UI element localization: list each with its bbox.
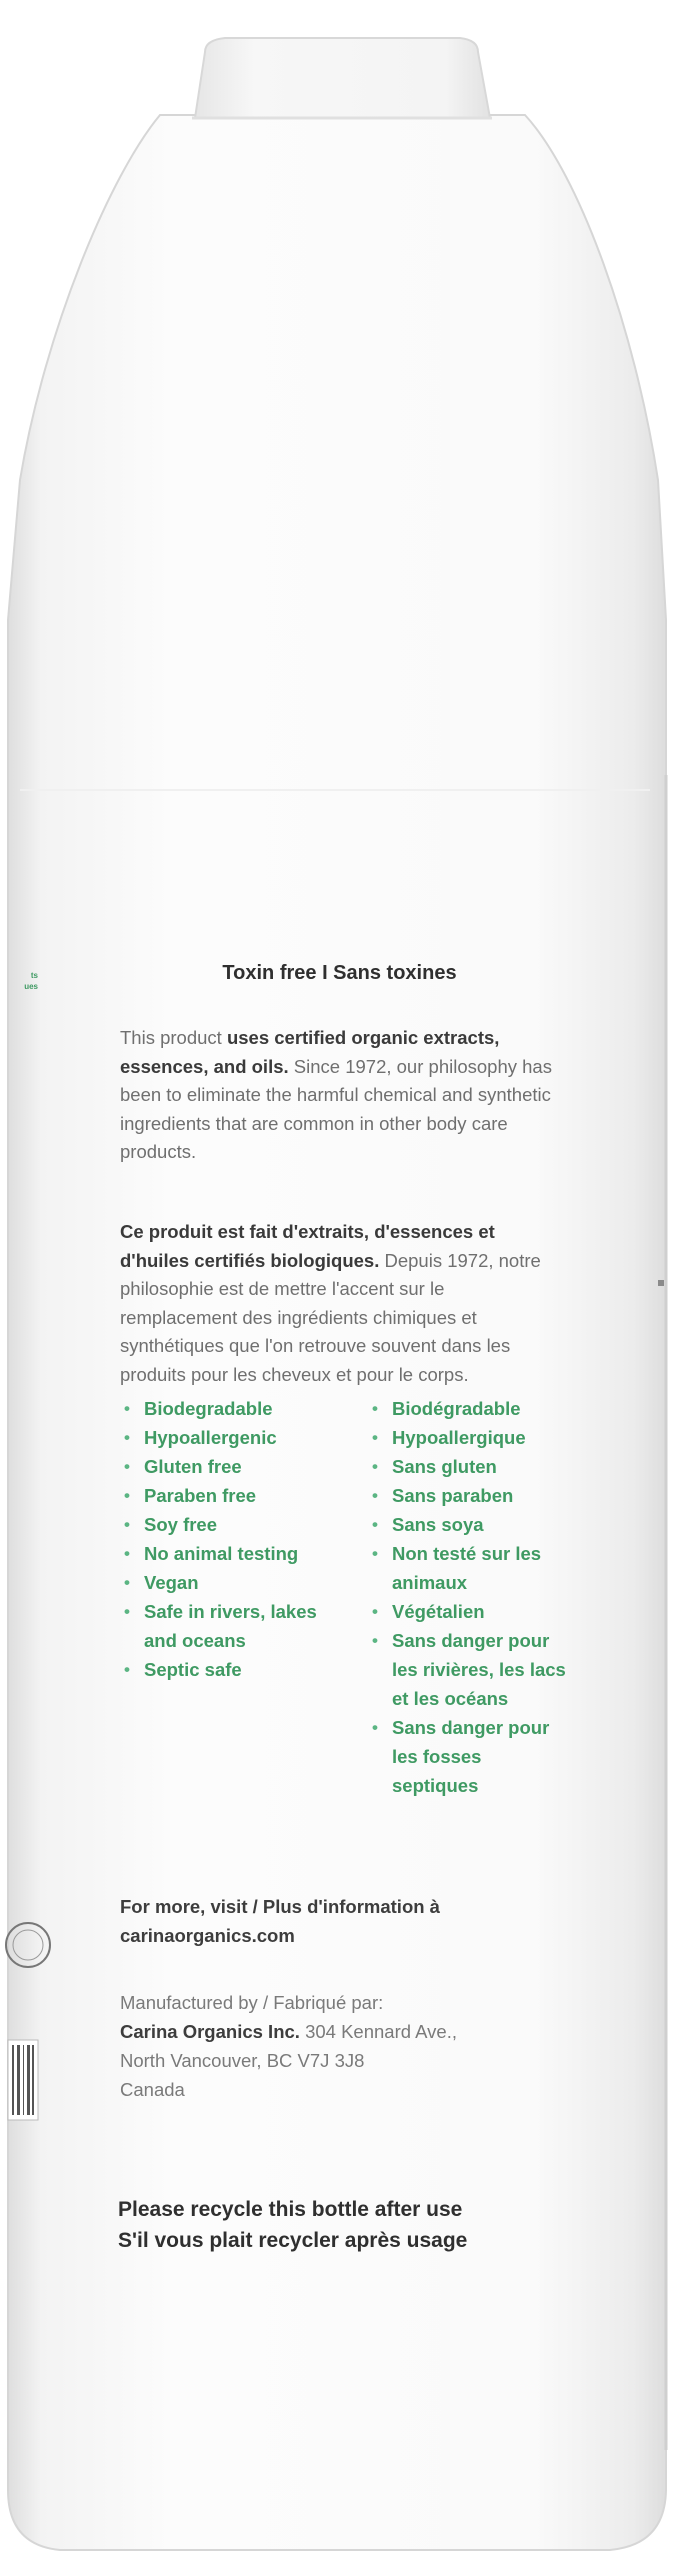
more-info [120,1892,440,1950]
fr-claim-item: • Biodégradable [370,1394,570,1423]
en-claim-item: • Vegan [122,1568,322,1597]
fr-claim-item: • Végétalien [370,1597,570,1626]
en-claim-item: • No animal testing [122,1539,322,1568]
en-claim-item: • Hypoallergenic [122,1423,322,1452]
manufacturer-intro: Manufactured by / Fabriqué par: [120,1992,384,2013]
fr-claim-item: • Sans danger pour les fosses septiques [370,1713,570,1800]
claims-english-list [122,1394,322,1684]
edge-label-fragment: ts ues [24,971,38,991]
en-claim-item: • Safe in rivers, lakes and oceans [122,1597,322,1655]
recycle-notice [118,2194,467,2256]
en-claim-item: • Paraben free [122,1481,322,1510]
en-claim-item: • Soy free [122,1510,322,1539]
en-claim-item: • Septic safe [122,1655,322,1684]
fr-claim-item: • Sans gluten [370,1452,570,1481]
fr-claim-item: • Sans paraben [370,1481,570,1510]
fr-claim-item: • Non testé sur les animaux [370,1539,570,1597]
manufacturer-address: North Vancouver, BC V7J 3J8 [120,2050,365,2071]
recycle-french: S'il vous plait recycler après usage [118,2229,468,2252]
fr-claim-item: • Sans danger pour les rivières, les lacs et les océans [370,1626,570,1713]
manufacturer-country: Canada [120,2079,185,2100]
claims-french-list [370,1394,570,1800]
fr-claim-item: • Hypoallergique [370,1423,570,1452]
website-link: carinaorganics.com [120,1925,295,1946]
label-title: Toxin free I Sans toxines [222,962,457,984]
bottle-cap [195,38,490,118]
manufacturer-company-line: Carina Organics Inc. 304 Kennard Ave., [120,2021,457,2042]
fr-claim-item: • Sans soya [370,1510,570,1539]
recycle-english: Please recycle this bottle after use [118,2198,463,2221]
more-info-line: For more, visit / Plus d'information à [120,1896,440,1917]
en-claim-item: • Gluten free [122,1452,322,1481]
intro-english: This product uses certified organic extracts, essences, and oils. Since 1972, our philosophy has been to eliminate the harmful chemical and synthetic ingredients that are common in other body care products. [120,1027,552,1162]
intro-french: Ce produit est fait d'extraits, d'essences et d'huiles certifiés biologiques. Depuis 1972, notre philosophie est de mettre l'accent sur le remplacement des ingrédients chimiques et synthétiques que l'on retrouve souvent dans les produits pour les cheveux et pour le corps. [120,1221,541,1385]
manufacturer-info [120,1988,457,2104]
en-claim-item: • Biodegradable [122,1394,322,1423]
